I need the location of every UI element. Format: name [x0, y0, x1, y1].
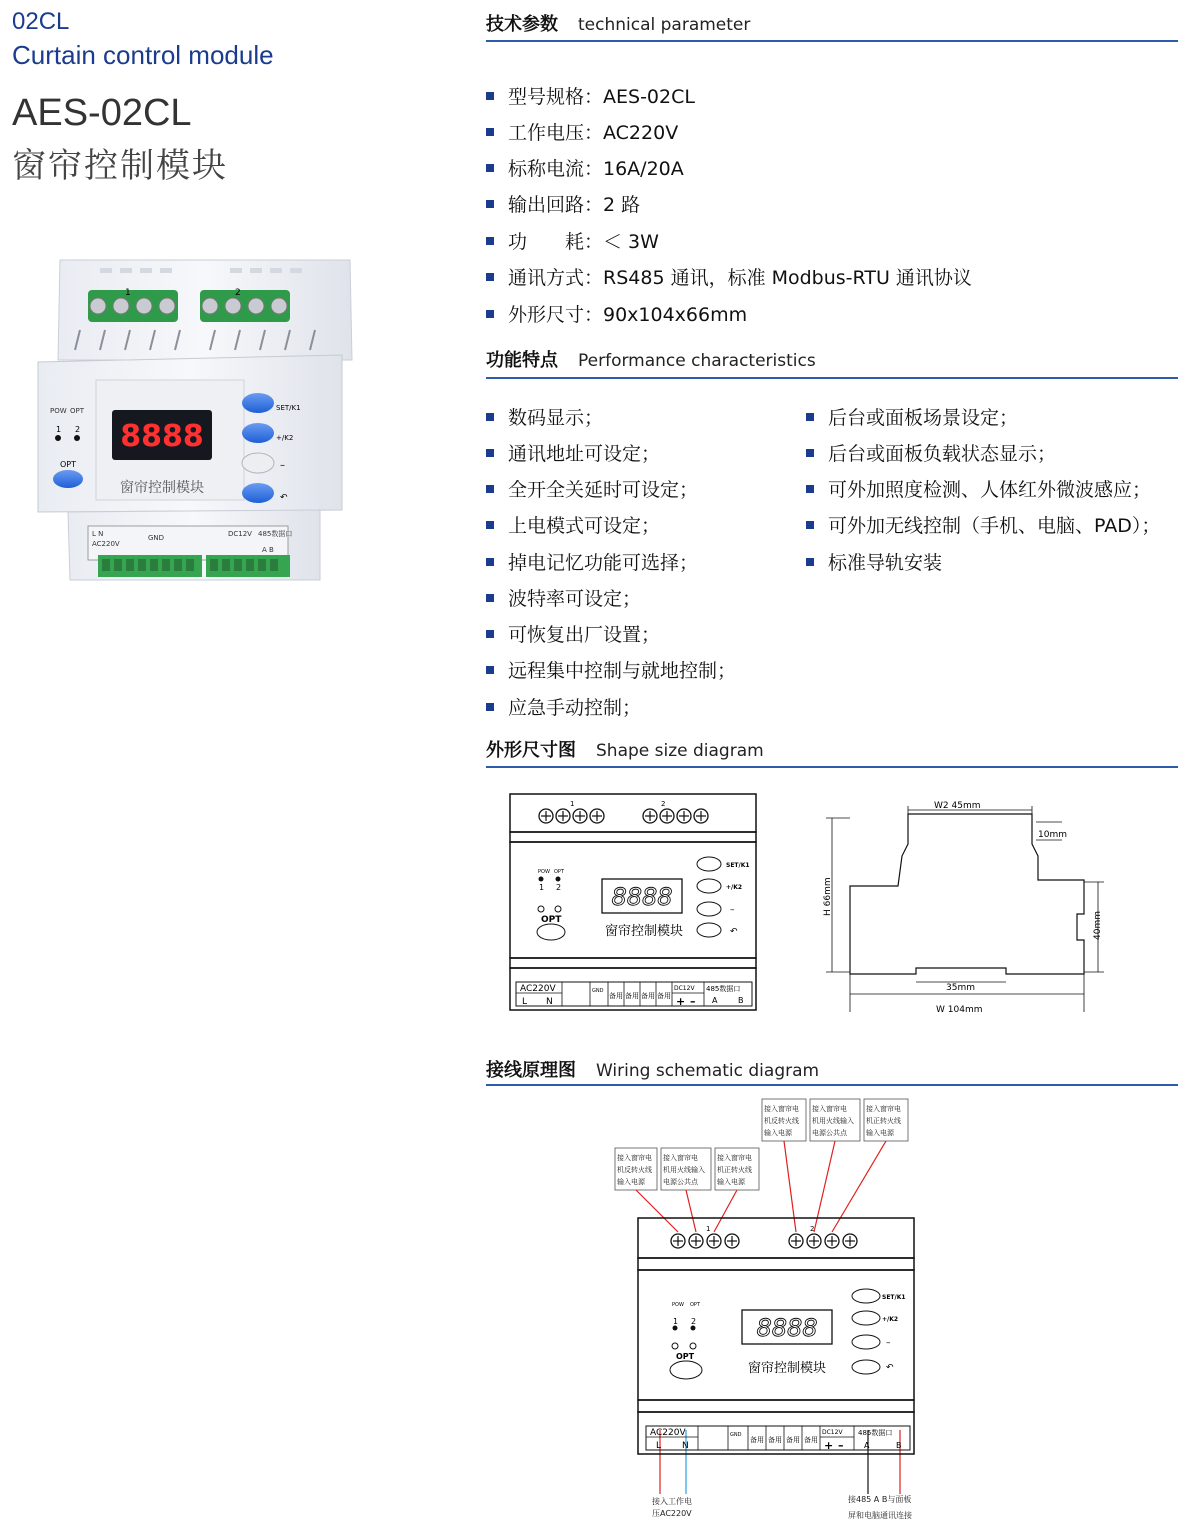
- bullet-icon: [486, 485, 494, 493]
- spare-label: 备用: [657, 992, 671, 1000]
- section-divider: [486, 1084, 1178, 1086]
- ch2-label: 2: [556, 883, 562, 892]
- set-k1-label: SET/K1: [882, 1294, 906, 1301]
- feature-text: 后台或面板负载状态显示；: [828, 443, 1057, 465]
- bullet-icon: [806, 558, 814, 566]
- svg-text:压AC220V: 压AC220V: [652, 1509, 692, 1518]
- model-number: AES-02CL: [12, 92, 192, 134]
- spare-label: 备用: [786, 1436, 800, 1444]
- minus-label: –: [886, 1338, 891, 1348]
- side-view-drawing: [812, 796, 1112, 1020]
- svg-text:L N: L N: [92, 530, 104, 538]
- bullet-icon: [486, 128, 494, 136]
- svg-text:接入窗帘电: 接入窗帘电: [663, 1154, 698, 1162]
- spare-label: 备用: [750, 1436, 764, 1444]
- bullet-icon: [486, 666, 494, 674]
- section-divider: [486, 40, 1178, 42]
- tech-param-item: [486, 190, 640, 217]
- port485-label: 485数据口: [858, 1429, 893, 1437]
- tech-param-text: 输出回路：2 路: [508, 194, 641, 216]
- svg-text:+/K2: +/K2: [276, 434, 294, 442]
- svg-text:输入电源: 输入电源: [717, 1178, 745, 1186]
- tech-param-text: 型号规格：AES-02CL: [508, 86, 695, 108]
- tech-param-item: [486, 227, 659, 254]
- wiring-title-cn: 接线原理图: [486, 1060, 576, 1081]
- svg-text:电源公共点: 电源公共点: [812, 1129, 847, 1137]
- bullet-icon: [486, 200, 494, 208]
- pow-label: POW: [672, 1302, 684, 1308]
- svg-text:SET/K1: SET/K1: [276, 404, 301, 412]
- spare-label: 备用: [625, 992, 639, 1000]
- svg-text:接入窗帘电: 接入窗帘电: [764, 1105, 799, 1113]
- bullet-icon: [486, 449, 494, 457]
- tech-param-text: 通讯方式：RS485 通讯，标准 Modbus-RTU 通讯协议: [508, 267, 972, 289]
- gnd-label: GND: [730, 1432, 742, 1438]
- terminal-b-label: B: [896, 1441, 902, 1450]
- section-divider: [486, 377, 1178, 379]
- svg-text:输入电源: 输入电源: [866, 1129, 894, 1137]
- section-shape-title: [486, 736, 764, 762]
- dim-35mm: 35mm: [946, 983, 975, 993]
- feature-item: [486, 511, 660, 538]
- svg-text:GND: GND: [148, 534, 165, 542]
- bullet-icon: [486, 594, 494, 602]
- svg-text:接入工作电: 接入工作电: [652, 1497, 692, 1506]
- perf-title-en: Performance characteristics: [578, 351, 816, 371]
- dim-w2: W2 45mm: [934, 801, 981, 811]
- bullet-icon: [486, 630, 494, 638]
- bullet-icon: [486, 413, 494, 421]
- ch1-label: 1: [539, 883, 545, 892]
- feature-item: [486, 475, 698, 502]
- svg-text:1: 1: [125, 288, 131, 298]
- bullet-icon: [486, 521, 494, 529]
- terminal-n-label: N: [546, 997, 553, 1007]
- tech-param-text: 工作电压：AC220V: [508, 122, 679, 144]
- gnd-label: GND: [592, 988, 604, 994]
- opt-led-label: OPT: [554, 869, 565, 875]
- shape-title-cn: 外形尺寸图: [486, 740, 576, 761]
- bullet-icon: [806, 521, 814, 529]
- svg-text:电源公共点: 电源公共点: [663, 1178, 698, 1186]
- tech-param-item: [486, 82, 695, 109]
- dc12v-label: DC12V: [674, 985, 695, 992]
- section-divider: [486, 766, 1178, 768]
- feature-item: [486, 439, 660, 466]
- svg-text:485数据口: 485数据口: [258, 530, 293, 538]
- terminal-l-label: L: [656, 1441, 662, 1451]
- plus-k2-label: +/K2: [882, 1316, 899, 1323]
- svg-text:接入窗帘电: 接入窗帘电: [866, 1105, 901, 1113]
- section-wiring-title: [486, 1056, 819, 1082]
- bullet-icon: [486, 310, 494, 318]
- plus-k2-label: +/K2: [726, 884, 743, 891]
- dc-plus-label: +: [824, 1439, 834, 1452]
- feature-text: 远程集中控制与就地控制；: [508, 660, 737, 682]
- svg-text:OPT: OPT: [60, 460, 77, 469]
- ch2-label: 2: [691, 1317, 697, 1326]
- spare-label: 备用: [641, 992, 655, 1000]
- dc-plus-label: +: [676, 995, 686, 1008]
- dim-40mm: 40mm: [1093, 911, 1103, 940]
- svg-text:机正转火线: 机正转火线: [717, 1166, 752, 1174]
- feature-text: 标准导轨安装: [828, 552, 943, 574]
- port485-label: 485数据口: [706, 985, 741, 993]
- spare-label: 备用: [804, 1436, 818, 1444]
- feature-text: 通讯地址可设定；: [508, 443, 661, 465]
- tech-param-item: [486, 118, 678, 145]
- tech-param-text: 标称电流：16A/20A: [508, 158, 684, 180]
- svg-text:屏和电脑通讯连接: 屏和电脑通讯连接: [848, 1511, 912, 1520]
- tech-param-item: [486, 263, 972, 290]
- svg-text:接485 A B与面板: 接485 A B与面板: [848, 1495, 912, 1504]
- feature-text: 后台或面板场景设定；: [828, 407, 1019, 429]
- svg-text:接入窗帘电: 接入窗帘电: [717, 1154, 752, 1162]
- svg-text:OPT: OPT: [70, 407, 85, 415]
- set-k1-label: SET/K1: [726, 862, 750, 869]
- feature-item: [486, 548, 698, 575]
- svg-text:机用火线输入: 机用火线输入: [812, 1117, 854, 1125]
- digit-display: 8888: [756, 1314, 818, 1342]
- terminal-a-label: A: [712, 996, 718, 1005]
- svg-text:输入电源: 输入电源: [617, 1178, 645, 1186]
- feature-item: [486, 403, 603, 430]
- svg-text:接入窗帘电: 接入窗帘电: [812, 1105, 847, 1113]
- svg-text:1: 1: [56, 425, 62, 434]
- pow-label: POW: [538, 869, 550, 875]
- dc-minus-label: –: [838, 1439, 844, 1452]
- bullet-icon: [486, 237, 494, 245]
- tech-param-text: 外形尺寸：90x104x66mm: [508, 304, 748, 326]
- wiring-diagram: [600, 1094, 930, 1534]
- chinese-product-name: 窗帘控制模块: [12, 146, 228, 186]
- svg-text:DC12V: DC12V: [228, 530, 252, 538]
- device-name-label: 窗帘控制模块: [604, 924, 684, 939]
- feature-item: [806, 439, 1056, 466]
- bullet-icon: [486, 558, 494, 566]
- wiring-title-en: Wiring schematic diagram: [596, 1061, 820, 1081]
- group1-label: 1: [706, 1225, 711, 1233]
- terminal-n-label: N: [682, 1441, 689, 1451]
- feature-text: 波特率可设定；: [508, 588, 642, 610]
- section-tech-title: [486, 10, 750, 36]
- opt-led-label: OPT: [690, 1302, 701, 1308]
- dim-10mm: 10mm: [1038, 830, 1067, 840]
- bullet-icon: [486, 164, 494, 172]
- opt-button-label: OPT: [676, 1352, 695, 1361]
- bullet-icon: [806, 485, 814, 493]
- feature-item: [486, 693, 641, 720]
- group2-label: 2: [661, 800, 666, 808]
- dim-h: H 66mm: [823, 877, 833, 916]
- tech-param-item: [486, 300, 747, 327]
- terminal-b-label: B: [738, 996, 744, 1005]
- tech-param-item: [486, 154, 684, 181]
- feature-text: 可恢复出厂设置；: [508, 624, 661, 646]
- svg-text:机反转火线: 机反转火线: [764, 1117, 799, 1125]
- device-name-label: 窗帘控制模块: [747, 1361, 827, 1376]
- svg-text:AC220V: AC220V: [92, 540, 120, 548]
- group1-label: 1: [570, 800, 575, 808]
- feature-text: 掉电记忆功能可选择；: [508, 552, 699, 574]
- feature-item: [806, 403, 1018, 430]
- model-code: 02CL: [12, 8, 70, 35]
- spare-label: 备用: [609, 992, 623, 1000]
- svg-text:2: 2: [235, 288, 241, 298]
- ch1-label: 1: [673, 1317, 679, 1326]
- group2-label: 2: [810, 1225, 815, 1233]
- front-view-drawing: [508, 792, 760, 1014]
- feature-text: 全开全关延时可设定；: [508, 479, 699, 501]
- svg-text:POW: POW: [50, 407, 67, 415]
- section-perf-title: [486, 346, 816, 372]
- back-label: ↶: [730, 927, 738, 937]
- tech-title-en: technical parameter: [578, 15, 751, 35]
- svg-text:–: –: [280, 460, 285, 471]
- product-photo: [30, 250, 360, 600]
- feature-text: 可外加无线控制（手机、电脑、PAD）；: [828, 515, 1161, 537]
- ac220v-label: AC220V: [650, 1428, 686, 1438]
- feature-text: 可外加照度检测、人体红外微波感应；: [828, 479, 1152, 501]
- feature-text: 应急手动控制；: [508, 697, 642, 719]
- terminal-l-label: L: [522, 997, 528, 1007]
- svg-text:接入窗帘电: 接入窗帘电: [617, 1154, 652, 1162]
- svg-text:机反转火线: 机反转火线: [617, 1166, 652, 1174]
- terminal-a-label: A: [864, 1441, 870, 1450]
- feature-item: [486, 620, 660, 647]
- svg-text:A B: A B: [262, 546, 274, 554]
- bullet-icon: [806, 413, 814, 421]
- tech-title-cn: 技术参数: [486, 14, 558, 35]
- dc12v-label: DC12V: [822, 1429, 843, 1436]
- svg-text:8888: 8888: [120, 419, 204, 454]
- dc-minus-label: –: [690, 995, 696, 1008]
- bullet-icon: [806, 449, 814, 457]
- spare-label: 备用: [768, 1436, 782, 1444]
- feature-item: [486, 656, 736, 683]
- shape-title-en: Shape size diagram: [596, 741, 764, 761]
- svg-text:机用火线输入: 机用火线输入: [663, 1166, 705, 1174]
- feature-text: 数码显示；: [508, 407, 604, 429]
- svg-text:窗帘控制模块: 窗帘控制模块: [120, 480, 204, 496]
- tech-param-text: 功 耗：＜ 3W: [508, 231, 659, 253]
- svg-text:机正转火线: 机正转火线: [866, 1117, 901, 1125]
- feature-item: [806, 511, 1160, 538]
- bullet-icon: [486, 273, 494, 281]
- bullet-icon: [486, 92, 494, 100]
- feature-item: [486, 584, 641, 611]
- back-label: ↶: [886, 1363, 894, 1373]
- feature-text: 上电模式可设定；: [508, 515, 661, 537]
- svg-text:↶: ↶: [280, 493, 288, 503]
- ac220v-label: AC220V: [520, 984, 556, 994]
- digit-display: 8888: [611, 883, 673, 911]
- feature-item: [806, 548, 942, 575]
- feature-item: [806, 475, 1151, 502]
- bullet-icon: [486, 703, 494, 711]
- opt-button-label: OPT: [541, 915, 562, 925]
- english-product-name: Curtain control module: [12, 40, 274, 70]
- svg-text:输入电源: 输入电源: [764, 1129, 792, 1137]
- perf-title-cn: 功能特点: [486, 350, 558, 371]
- minus-label: –: [730, 905, 735, 915]
- dim-w: W 104mm: [936, 1005, 983, 1015]
- svg-text:2: 2: [75, 425, 81, 434]
